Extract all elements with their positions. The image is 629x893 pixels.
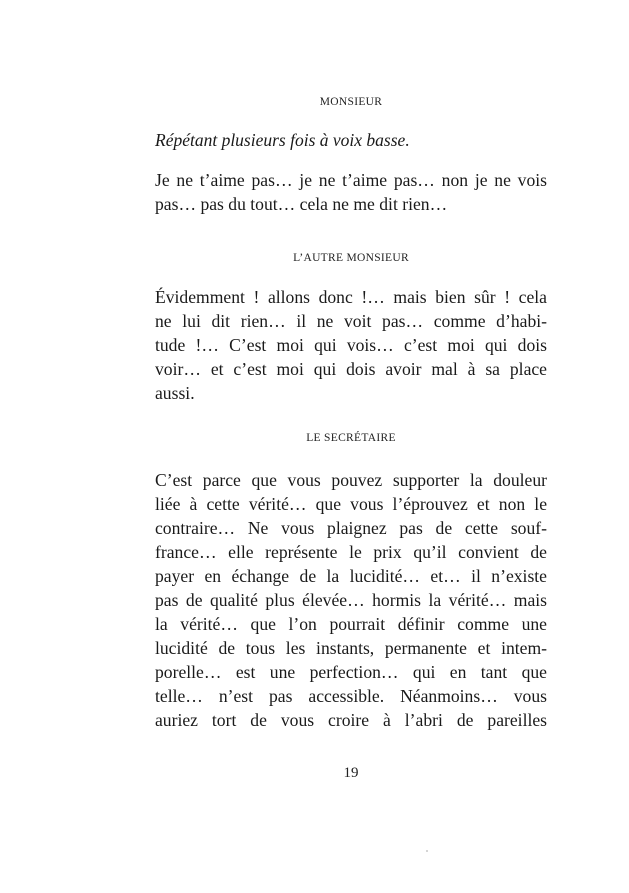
speech-line: auriez tort de vous croire à l’abri de pareilles <box>155 710 547 730</box>
scan-speck <box>426 850 428 852</box>
speech-line: telle… n’est pas accessible. Néanmoins… vous <box>155 686 547 706</box>
speaker-name-monsieur: MONSIEUR <box>319 96 383 108</box>
speech-line: contraire… Ne vous plaignez pas de cette souf- <box>155 518 547 538</box>
speech-line: pas… pas du tout… cela ne me dit rien… <box>155 194 448 214</box>
speech-line: voir… et c’est moi qui dois avoir mal à sa place <box>155 359 547 379</box>
speech-line: france… elle représente le prix qu’il convient de <box>155 542 547 562</box>
speech-line: payer en échange de la lucidité… et… il n’existe <box>155 566 547 586</box>
speech-line: Évidemment ! allons donc !… mais bien sûr ! cela <box>155 287 547 307</box>
speech-line: la vérité… que l’on pourrait définir comme une <box>155 614 547 634</box>
speech-line: Je ne t’aime pas… je ne t’aime pas… non je ne vois <box>155 170 547 190</box>
speech-line: ne lui dit rien… il ne voit pas… comme d’habi- <box>155 311 547 331</box>
speech-autre-monsieur <box>155 285 547 405</box>
speech-secretaire <box>155 468 547 732</box>
speech-line: porelle… est une perfection… qui en tant que <box>155 662 547 682</box>
speech-line: tude !… C’est moi qui vois… c’est moi qui dois <box>155 335 547 355</box>
speech-line: lucidité de tous les instants, permanente et intem- <box>155 638 547 658</box>
speech-line: liée à cette vérité… que vous l’éprouvez et non le <box>155 494 547 514</box>
speaker-name-autre-monsieur: L’AUTRE MONSIEUR <box>293 252 409 264</box>
page-number: 19 <box>343 765 359 781</box>
speech-line: aussi. <box>155 383 195 403</box>
speaker-name-secretaire: LE SECRÉTAIRE <box>306 432 396 444</box>
speech-line: C’est parce que vous pouvez supporter la douleur <box>155 470 547 490</box>
stage-direction: Répétant plusieurs fois à voix basse. <box>155 130 410 150</box>
speech-line: pas de qualité plus élevée… hormis la vérité… mais <box>155 590 547 610</box>
speech-monsieur <box>155 168 547 216</box>
